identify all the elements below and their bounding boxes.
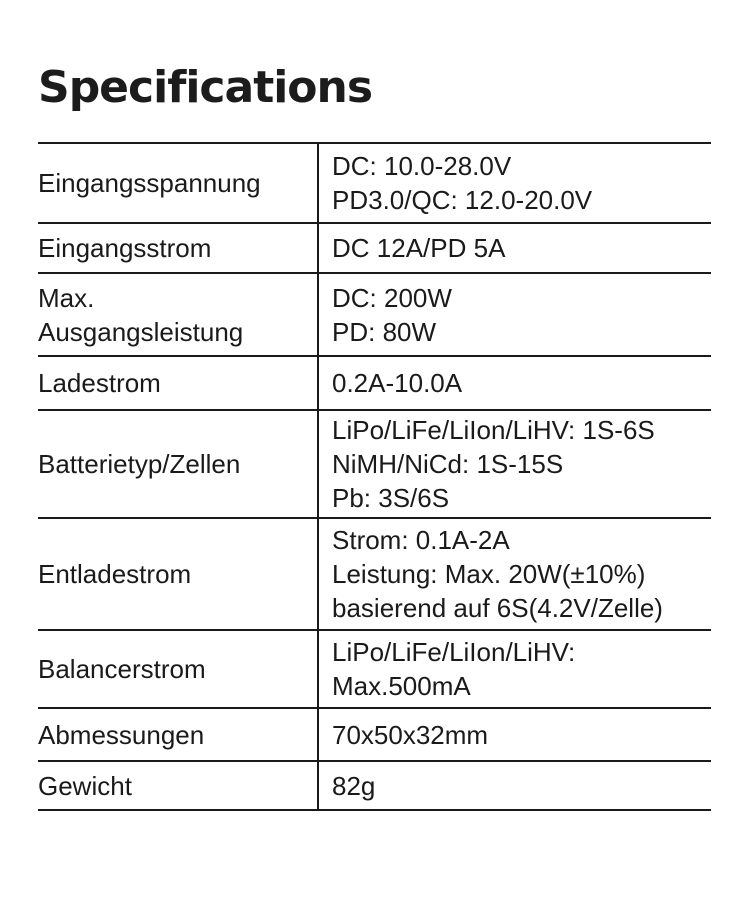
spec-value (318, 356, 711, 410)
spec-value-line: 82g (332, 770, 376, 801)
table-row (38, 708, 711, 761)
spec-label (38, 143, 318, 223)
spec-value-line: NiMH/NiCd: 1S-15S (332, 449, 564, 479)
spec-value (318, 761, 711, 810)
spec-label (38, 273, 318, 356)
table-row (38, 223, 711, 273)
spec-value-line: basierend auf 6S(4.2V/Zelle) (332, 593, 663, 623)
spec-value-line: 0.2A-10.0A (332, 368, 463, 398)
spec-value-line: PD3.0/QC: 12.0-20.0V (332, 185, 593, 215)
spec-value-line: Strom: 0.1A-2A (332, 525, 510, 555)
spec-label (38, 708, 318, 761)
spec-label-text: Eingangsspannung (38, 168, 261, 198)
spec-value (318, 708, 711, 761)
spec-value-line: DC: 200W (332, 282, 452, 313)
spec-label-text: Gewicht (38, 770, 132, 801)
spec-label (38, 223, 318, 273)
spec-label (38, 630, 318, 708)
table-row (38, 410, 711, 518)
spec-value-line: Max.500mA (332, 671, 471, 701)
spec-value-line: 70x50x32mm (332, 719, 489, 750)
spec-label-text: Eingangsstrom (38, 233, 212, 263)
spec-value (318, 410, 711, 518)
spec-label-text: Abmessungen (38, 719, 205, 750)
spec-value (318, 630, 711, 708)
spec-value-line: DC 12A/PD 5A (332, 233, 506, 263)
spec-label (38, 356, 318, 410)
table-row (38, 273, 711, 356)
spec-label-text: Ausgangsleistung (38, 316, 244, 347)
table-row (38, 630, 711, 708)
spec-label-text: Batterietyp/Zellen (38, 449, 241, 479)
specifications-table (38, 142, 711, 811)
spec-label-text: Ladestrom (38, 368, 161, 398)
spec-label (38, 518, 318, 630)
spec-value-line: LiPo/LiFe/LiIon/LiHV: 1S-6S (332, 415, 655, 445)
spec-label-text: Max. (38, 282, 95, 313)
spec-value-line: DC: 10.0-28.0V (332, 151, 512, 181)
page-title: Specifications (38, 62, 373, 113)
spec-value (318, 143, 711, 223)
spec-value (318, 273, 711, 356)
spec-value (318, 223, 711, 273)
spec-label-text: Entladestrom (38, 559, 192, 589)
spec-label-text: Balancerstrom (38, 654, 206, 684)
table-row (38, 356, 711, 410)
spec-label (38, 410, 318, 518)
table-row (38, 143, 711, 223)
table-row (38, 761, 711, 810)
spec-label (38, 761, 318, 810)
table-row (38, 518, 711, 630)
spec-value-line: Leistung: Max. 20W(±10%) (332, 559, 646, 589)
spec-value (318, 518, 711, 630)
spec-value-line: PD: 80W (332, 316, 437, 347)
spec-value-line: Pb: 3S/6S (332, 483, 450, 513)
spec-value-line: LiPo/LiFe/LiIon/LiHV: (332, 637, 576, 667)
